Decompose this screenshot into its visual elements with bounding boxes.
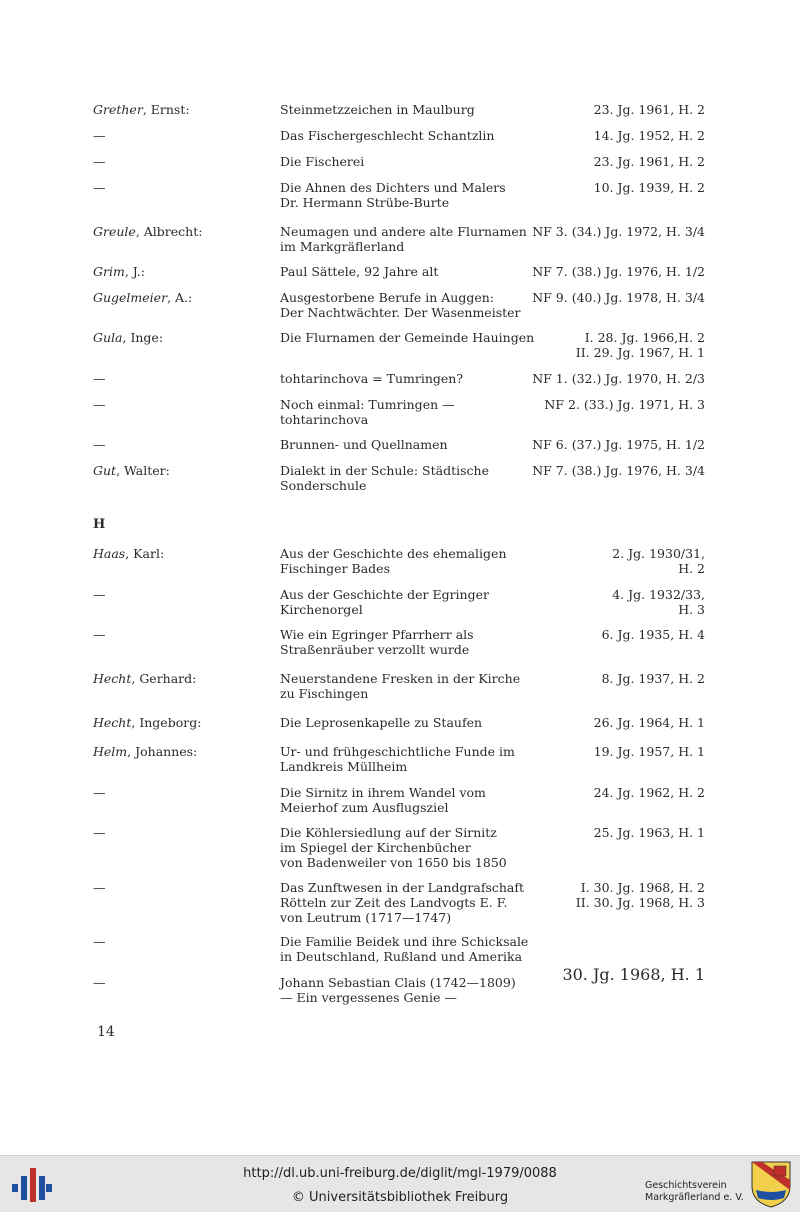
- entry-reference: [520, 671, 705, 686]
- entry-author: [93, 715, 201, 730]
- entry-title: [280, 330, 535, 345]
- reference-line: NF 7. (38.) Jg. 1976, H. 1/2: [532, 264, 705, 279]
- author-surname: Hecht: [93, 715, 132, 730]
- title-line: zu Fischingen: [280, 686, 369, 701]
- title-line: Johann Sebastian Clais (1742—1809): [280, 975, 516, 990]
- author-given-name: —: [93, 180, 106, 195]
- author-given-name: —: [93, 128, 106, 143]
- entry-author: [93, 975, 106, 990]
- title-line: Aus der Geschichte der Egringer: [280, 587, 489, 602]
- entry-reference: [520, 371, 705, 386]
- entry-title: [280, 825, 535, 870]
- entry-author: [93, 180, 106, 195]
- reference-line: 26. Jg. 1964, H. 1: [593, 715, 705, 730]
- author-surname: Grim: [93, 264, 125, 279]
- author-given-name: —: [93, 371, 106, 386]
- reference-line: 6. Jg. 1935, H. 4: [601, 627, 705, 642]
- entry-author: [93, 546, 164, 561]
- entry-reference: [520, 180, 705, 195]
- entry-author: [93, 224, 202, 239]
- reference-line: 14. Jg. 1952, H. 2: [593, 128, 705, 143]
- entry-author: [93, 463, 170, 478]
- author-given-name: , J.:: [124, 264, 145, 279]
- author-given-name: , Ingeborg:: [131, 715, 202, 730]
- title-line: Die Leprosenkapelle zu Staufen: [280, 715, 483, 730]
- entry-title: [280, 290, 535, 320]
- entry-reference: [520, 627, 705, 642]
- author-given-name: , Karl:: [125, 546, 165, 561]
- footer-bar: [0, 1155, 800, 1212]
- title-line: Rötteln zur Zeit des Landvogts E. F.: [280, 895, 508, 910]
- entry-title: [280, 546, 535, 576]
- title-line: Die Sirnitz in ihrem Wandel vom: [280, 785, 486, 800]
- author-given-name: —: [93, 627, 106, 642]
- reference-line: NF 7. (38.) Jg. 1976, H. 3/4: [532, 463, 705, 478]
- author-given-name: —: [93, 825, 106, 840]
- entry-author: [93, 437, 106, 452]
- title-line: von Leutrum (1717—1747): [280, 910, 452, 925]
- entry-reference: [520, 290, 705, 305]
- reference-line: NF 6. (37.) Jg. 1975, H. 1/2: [532, 437, 705, 452]
- shared-reference: 30. Jg. 1968, H. 1: [562, 965, 705, 984]
- title-line: Der Nachtwächter. Der Wasenmeister: [280, 305, 521, 320]
- title-line: Die Fischerei: [280, 154, 365, 169]
- reference-line: H. 2: [678, 561, 705, 576]
- entry-title: [280, 102, 535, 117]
- entry-reference: [520, 880, 705, 910]
- entry-author: [93, 128, 106, 143]
- author-surname: Gugelmeier: [93, 290, 168, 305]
- entry-author: [93, 671, 196, 686]
- title-line: Paul Sättele, 92 Jahre alt: [280, 264, 439, 279]
- title-line: von Badenweiler von 1650 bis 1850: [280, 855, 507, 870]
- author-given-name: , Gerhard:: [131, 671, 197, 686]
- reference-line: II. 30. Jg. 1968, H. 3: [575, 895, 705, 910]
- author-given-name: , Walter:: [116, 463, 170, 478]
- author-given-name: , Ernst:: [142, 102, 190, 117]
- entry-reference: [520, 587, 705, 617]
- entry-author: [93, 290, 192, 305]
- entry-author: [93, 825, 106, 840]
- entry-title: [280, 180, 535, 210]
- entry-reference: [520, 330, 705, 360]
- entry-reference: [520, 715, 705, 730]
- reference-line: 4. Jg. 1932/33,: [612, 587, 705, 602]
- entry-title: [280, 880, 535, 925]
- author-surname: Grether: [93, 102, 143, 117]
- document-url-link[interactable]: http://dl.ub.uni-freiburg.de/diglit/mgl-1979/0088: [243, 1166, 557, 1181]
- title-line: tohtarinchova = Tumringen?: [280, 371, 464, 386]
- entry-title: [280, 437, 535, 452]
- author-given-name: —: [93, 934, 106, 949]
- title-line: Das Fischergeschlecht Schantzlin: [280, 128, 495, 143]
- title-line: Dr. Hermann Strübe-Burte: [280, 195, 450, 210]
- title-line: Neumagen und andere alte Flurnamen: [280, 224, 527, 239]
- author-surname: Helm: [93, 744, 128, 759]
- author-given-name: , Johannes:: [127, 744, 198, 759]
- reference-line: H. 3: [678, 602, 705, 617]
- page-number: 14: [97, 1024, 115, 1040]
- title-line: Sonderschule: [280, 478, 367, 493]
- reference-line: 23. Jg. 1961, H. 2: [593, 154, 705, 169]
- reference-line: I. 28. Jg. 1966,H. 2: [584, 330, 705, 345]
- title-line: Das Zunftwesen in der Landgrafschaft: [280, 880, 525, 895]
- entry-title: [280, 128, 535, 143]
- title-line: Ur- und frühgeschichtliche Funde im: [280, 744, 515, 759]
- title-line: Straßenräuber verzollt wurde: [280, 642, 470, 657]
- author-given-name: —: [93, 975, 106, 990]
- reference-line: 24. Jg. 1962, H. 2: [593, 785, 705, 800]
- entry-reference: [520, 128, 705, 143]
- entry-title: [280, 587, 535, 617]
- author-given-name: , Albrecht:: [135, 224, 203, 239]
- title-line: Die Köhlersiedlung auf der Sirnitz: [280, 825, 497, 840]
- author-given-name: —: [93, 397, 106, 412]
- entry-reference: [520, 825, 705, 840]
- entry-reference: [520, 744, 705, 759]
- author-given-name: —: [93, 154, 106, 169]
- entry-title: [280, 627, 535, 657]
- title-line: — Ein vergessenes Genie —: [280, 990, 457, 1005]
- reference-line: II. 29. Jg. 1967, H. 1: [575, 345, 705, 360]
- entry-title: [280, 975, 535, 1005]
- entry-author: [93, 880, 106, 895]
- author-surname: Hecht: [93, 671, 132, 686]
- title-line: Die Familie Beidek und ihre Schicksale: [280, 934, 529, 949]
- entry-reference: [520, 437, 705, 452]
- title-line: Die Ahnen des Dichters und Malers: [280, 180, 506, 195]
- title-line: Meierhof zum Ausflugsziel: [280, 800, 449, 815]
- entry-reference: [520, 546, 705, 576]
- title-line: in Deutschland, Rußland und Amerika: [280, 949, 523, 964]
- reference-line: 2. Jg. 1930/31,: [612, 546, 705, 561]
- title-line: Fischinger Bades: [280, 561, 390, 576]
- entry-title: [280, 715, 535, 730]
- title-line: Kirchenorgel: [280, 602, 363, 617]
- entry-title: [280, 671, 535, 701]
- entry-author: [93, 744, 197, 759]
- entry-title: [280, 264, 535, 279]
- entry-reference: [520, 154, 705, 169]
- entry-author: [93, 397, 106, 412]
- reference-line: 25. Jg. 1963, H. 1: [593, 825, 705, 840]
- author-surname: Greule: [93, 224, 136, 239]
- entry-title: [280, 463, 535, 493]
- title-line: Dialekt in der Schule: Städtische: [280, 463, 489, 478]
- author-given-name: —: [93, 785, 106, 800]
- title-line: Aus der Geschichte des ehemaligen: [280, 546, 507, 561]
- reference-line: 23. Jg. 1961, H. 2: [593, 102, 705, 117]
- section-letter: H: [93, 517, 106, 532]
- title-line: im Markgräflerland: [280, 239, 405, 254]
- entry-reference: [520, 102, 705, 117]
- entry-author: [93, 330, 163, 345]
- reference-line: 19. Jg. 1957, H. 1: [593, 744, 705, 759]
- author-surname: Gut: [93, 463, 117, 478]
- entry-author: [93, 785, 106, 800]
- title-line: Neuerstandene Fresken in der Kirche: [280, 671, 521, 686]
- entry-title: [280, 224, 535, 254]
- title-line: Noch einmal: Tumringen —: [280, 397, 455, 412]
- entry-reference: [520, 224, 705, 239]
- title-line: Ausgestorbene Berufe in Auggen:: [280, 290, 495, 305]
- entry-author: [93, 371, 106, 386]
- entry-author: [93, 102, 190, 117]
- entry-author: [93, 934, 106, 949]
- entry-title: [280, 154, 535, 169]
- entry-author: [93, 154, 106, 169]
- reference-line: NF 3. (34.) Jg. 1972, H. 3/4: [532, 224, 705, 239]
- coat-of-arms-icon: [750, 1160, 792, 1208]
- author-given-name: , Inge:: [122, 330, 164, 345]
- reference-line: 8. Jg. 1937, H. 2: [601, 671, 705, 686]
- entry-author: [93, 264, 145, 279]
- entry-title: [280, 934, 535, 964]
- entry-reference: [520, 785, 705, 800]
- entry-author: [93, 627, 106, 642]
- entry-title: [280, 397, 535, 427]
- title-line: Brunnen- und Quellnamen: [280, 437, 448, 452]
- title-line: Steinmetzzeichen in Maulburg: [280, 102, 475, 117]
- reference-line: NF 2. (33.) Jg. 1971, H. 3: [544, 397, 705, 412]
- author-surname: Gula: [93, 330, 123, 345]
- author-given-name: , A.:: [167, 290, 193, 305]
- title-line: im Spiegel der Kirchenbücher: [280, 840, 471, 855]
- entry-title: [280, 371, 535, 386]
- author-given-name: —: [93, 880, 106, 895]
- entry-title: [280, 785, 535, 815]
- organization-line-1: Geschichtsverein: [645, 1180, 727, 1191]
- title-line: Die Flurnamen der Gemeinde Hauingen: [280, 330, 535, 345]
- reference-line: I. 30. Jg. 1968, H. 2: [580, 880, 705, 895]
- author-given-name: —: [93, 587, 106, 602]
- entry-title: [280, 744, 535, 774]
- copyright-text: © Universitätsbibliothek Freiburg: [291, 1190, 509, 1205]
- title-line: tohtarinchova: [280, 412, 369, 427]
- organization-name: [645, 1180, 744, 1204]
- organization-line-2: Markgräflerland e. V.: [645, 1192, 744, 1203]
- entry-reference: [520, 463, 705, 478]
- author-given-name: —: [93, 437, 106, 452]
- reference-line: 10. Jg. 1939, H. 2: [593, 180, 705, 195]
- entry-author: [93, 587, 106, 602]
- entry-reference: [520, 264, 705, 279]
- reference-line: NF 1. (32.) Jg. 1970, H. 2/3: [532, 371, 705, 386]
- title-line: Landkreis Müllheim: [280, 759, 408, 774]
- author-surname: Haas: [93, 546, 126, 561]
- reference-line: NF 9. (40.) Jg. 1978, H. 3/4: [532, 290, 705, 305]
- title-line: Wie ein Egringer Pfarrherr als: [280, 627, 474, 642]
- entry-reference: [520, 397, 705, 412]
